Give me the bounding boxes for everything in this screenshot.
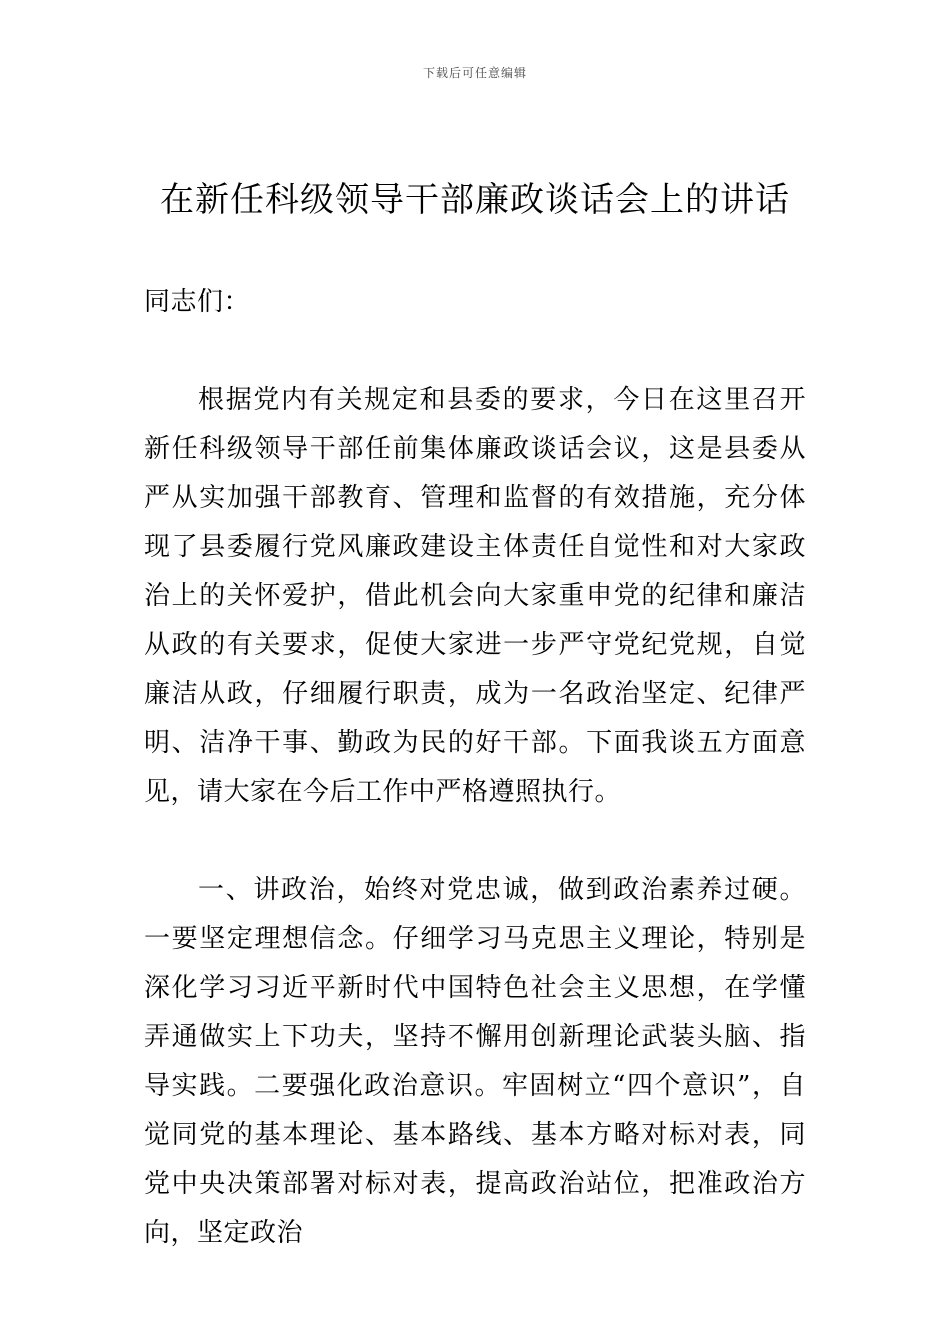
- document-title: 在新任科级领导干部廉政谈话会上的讲话: [160, 180, 790, 220]
- header-note: 下载后可任意编辑: [422, 66, 527, 80]
- paragraph-1: 根据党内有关规定和县委的要求，今日在这里召开新任科级领导干部任前集体廉政谈话会议，这是县委从严从实加强干部教育、管理和监督的有效措施，充分体现了县委履行党风廉政建设主体责任自觉性和对大家政治上的关怀爱护，借此机会向大家重申党的纪律和廉洁从政的有关要求，促使大家进一步严守党纪党规，自觉廉洁从政，仔细履行职责，成为一名政治坚定、纪律严明、洁净干事、勤政为民的好干部。下面我谈五方面意见，请大家在今后工作中严格遵照执行。: [144, 385, 806, 807]
- paragraph-2: 一、讲政治，始终对党忠诚，做到政治素养过硬。一要坚定理想信念。仔细学习马克思主义理论，特别是深化学习习近平新时代中国特色社会主义思想，在学懂弄通做实上下功夫，坚持不懈用创新理论武装头脑、指导实践。二要强化政治意识。牢固树立“四个意识”，自觉同党的基本理论、基本路线、基本方略对标对表，同党中央决策部署对标对表，提高政治站位，把准政治方向，坚定政治: [144, 875, 806, 1248]
- salutation: 同志们：: [144, 287, 251, 317]
